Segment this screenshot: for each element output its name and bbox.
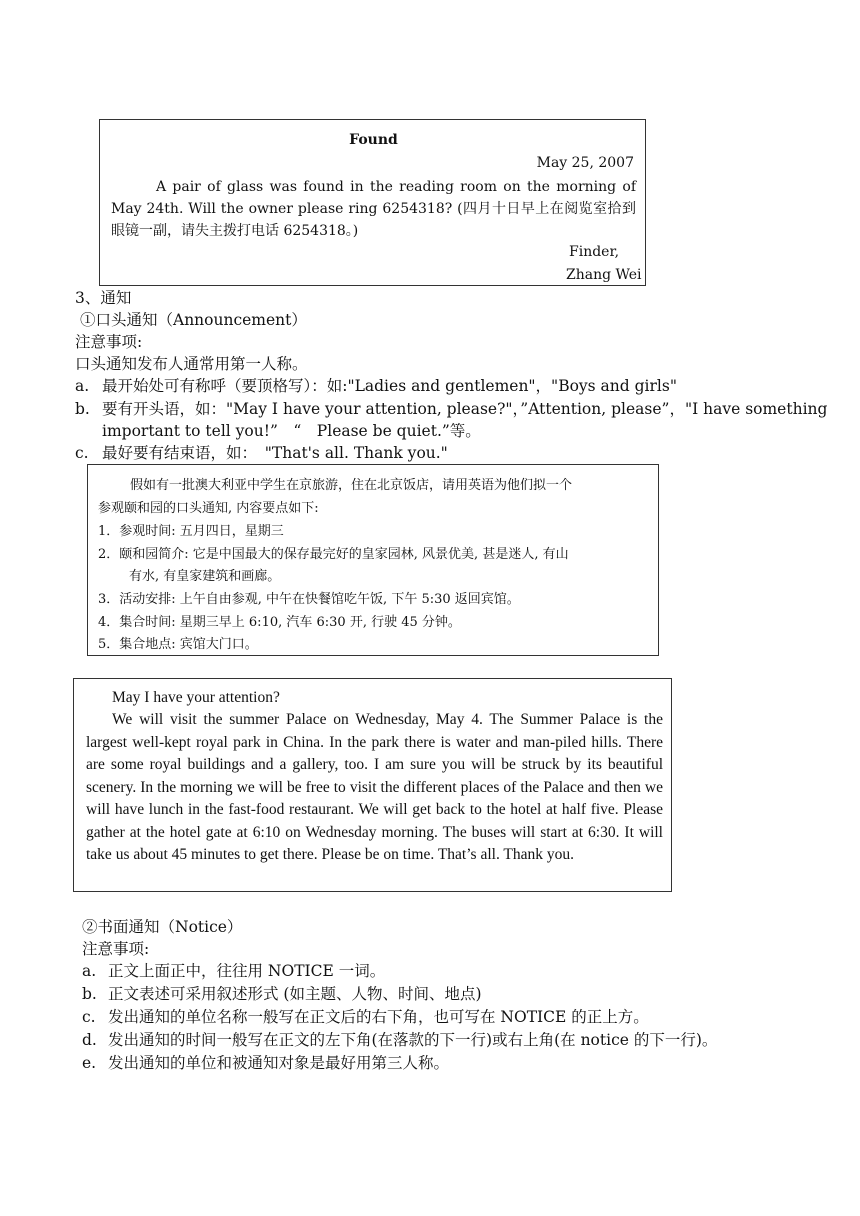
found-finder: Finder, [569, 244, 620, 260]
list-text: 发出通知的单位名称一般写在正文后的右下角，也可写在 NOTICE 的正上方。 [108, 1008, 649, 1026]
task-point: 2．颐和园简介: 它是中国最大的保存最完好的皇家园林, 风景优美, 甚是迷人, 有山 [98, 547, 569, 562]
list-item [82, 960, 385, 982]
task-intro-line: 参观颐和园的口头通知, 内容要点如下: [98, 501, 319, 516]
list-text: 要有开头语，如："May I have your attention, please?"，”Attention, please”，"I have something [102, 400, 828, 418]
task-point: 3．活动安排: 上午自由参观, 中午在快餐馆吃午饭, 下午 5:30 返回宾馆。 [98, 592, 520, 607]
task-point: 5．集合地点: 宾馆大门口。 [98, 637, 258, 652]
list-marker: a. [82, 962, 97, 980]
sample-body: We will visit the summer Palace on Wednesday, May 4. The Summer Palace is the largest well-kept royal park in China. In the park there is water and man-piled hills. There are some royal buildings and a gallery, too. I am sure you will be struck by its beautiful scenery. In the morning we will be free to visit the different places of the Palace and then we will have lunch in the fast-food restaurant. We will get back to the hotel at half five. Please gather at the hotel gate at 6:10 on Wednesday morning. The buses will start at 6:30. It will take us about 45 minutes to get there. Please be on time. That’s all. Thank you. [86, 711, 663, 863]
list-marker: a. [75, 377, 90, 395]
found-notice-box [99, 119, 646, 286]
found-body: A pair of glass was found in the reading room on the morning of May 24th. Will the owner please ring 6254318? (四月十日早上在阅览室拾到眼镜一副，请失主拨打电话 6254318。) [111, 179, 636, 239]
notes-label: 注意事项: [75, 333, 143, 351]
list-marker: b. [75, 400, 90, 418]
sample-announcement-box [73, 678, 672, 892]
list-marker: c. [75, 444, 89, 462]
found-title: Found [349, 132, 398, 148]
list-marker: d. [82, 1031, 97, 1049]
list-item [82, 1029, 717, 1051]
notes-label: 注意事项: [82, 940, 150, 958]
list-item [75, 398, 827, 420]
task-point: 4．集合时间: 星期三早上 6:10, 汽车 6:30 开, 行驶 45 分钟。 [98, 615, 461, 630]
list-item-continuation [75, 420, 481, 442]
oral-notice-heading: ①口头通知（Announcement） [80, 311, 307, 329]
list-item [75, 375, 677, 397]
task-point: 1．参观时间: 五月四日，星期三 [98, 524, 284, 539]
list-text: 发出通知的单位和被通知对象是最好用第三人称。 [108, 1054, 450, 1072]
list-text: 最开始处可有称呼（要顶格写）：如:"Ladies and gentlemen"，"Boys and girls" [102, 377, 677, 395]
list-marker: c. [82, 1008, 96, 1026]
list-text: 最好要有结束语，如： "That's all. Thank you." [102, 444, 448, 462]
task-intro-line: 假如有一批澳大利亚中学生在京旅游，住在北京饭店，请用英语为他们拟一个 [130, 478, 573, 493]
list-text: 正文表述可采用叙述形式 (如主题、人物、时间、地点) [108, 985, 482, 1003]
found-date: May 25, 2007 [536, 155, 634, 171]
written-notice-heading: ②书面通知（Notice） [82, 918, 243, 936]
list-marker: b. [82, 985, 97, 1003]
task-prompt-box [87, 464, 659, 656]
found-signature: Zhang Wei [566, 267, 642, 283]
oral-note: 口头通知发布人通常用第一人称。 [75, 355, 308, 373]
sample-greeting: May I have your attention? [112, 689, 280, 706]
list-item [82, 1052, 449, 1074]
list-item [75, 442, 448, 464]
list-text: 正文上面正中，往往用 NOTICE 一词。 [108, 962, 386, 980]
list-item [82, 983, 482, 1005]
task-point-continuation: 有水, 有皇家建筑和画廊。 [129, 569, 281, 584]
section-heading: 3、通知 [75, 289, 132, 307]
list-marker: e. [82, 1054, 97, 1072]
list-text: 发出通知的时间一般写在正文的左下角(在落款的下一行)或右上角(在 notice 的下一行)。 [108, 1031, 718, 1049]
list-text: important to tell you!” “ Please be quiet.”等。 [102, 422, 481, 440]
list-item [82, 1006, 649, 1028]
